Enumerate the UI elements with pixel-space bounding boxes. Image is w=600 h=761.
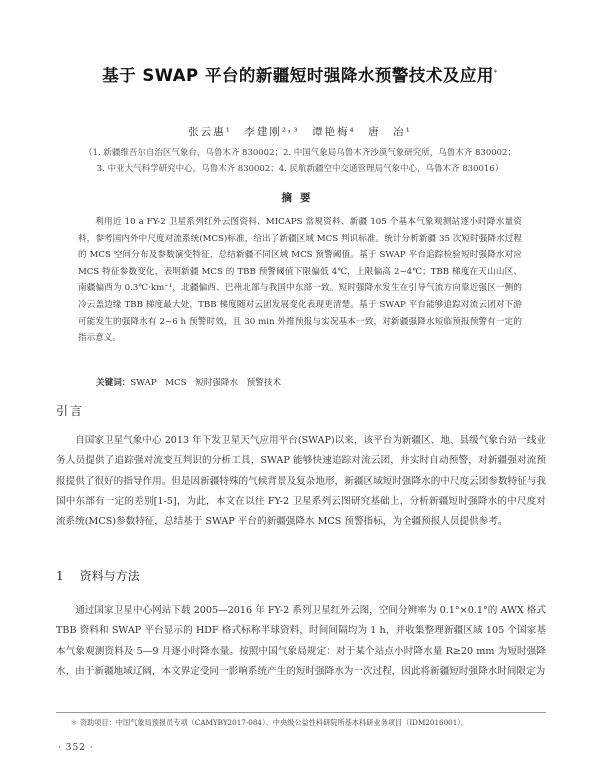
keywords-list: SWAP MCS 短时强降水 预警技术 [130, 378, 282, 388]
section-title: 资料与方法 [79, 569, 140, 583]
keywords-label: 关键词： [96, 378, 131, 388]
abstract-heading: 摘要 [281, 192, 319, 204]
keywords [96, 376, 526, 388]
author-list: 张云惠¹ 李建刚²˒³ 谭艳梅⁴ 唐 冶¹ [188, 126, 412, 138]
affiliation-line: 3. 中亚大气科学研究中心，乌鲁木齐 830002；4. 民航新疆空中交通管理局气象中心，乌鲁木齐 830016） [96, 164, 504, 174]
affiliation-line: （1. 新疆维吾尔自治区气象台，乌鲁木齐 830002；2. 中国气象局乌鲁木齐沙漠气象研究所，乌鲁木齐 830002； [84, 148, 516, 158]
funding-footnote: ＊ 资助项目：中国气象局预报员专项（CAMYBY2017-084）、中央级公益性科研院所基本科研业务项目（IDM2016001）。 [70, 718, 469, 727]
section-heading-data-methods [56, 567, 140, 584]
intro-paragraph: 自国家卫星气象中心 2013 年下发卫星天气应用平台(SWAP)以来，该平台为新疆区、地、县级气象台站一线业务人员提供了追踪强对流变互判识的分析工具，SWAP 能够快速追踪对流云团，并实时自动预警，对新疆强对流预报提供了很好的指导作用。但是因新疆特殊的气候背景及复杂地形，新疆区域短时强降水的中尺度云团参数特征与我国中东部有一定的差别[1-5]，为此，本文在以往 FY-2 卫星系列云图研究基础上，分析新疆短时强降水的中尺度对流系统(MCS)参数特征，总结基于 SWAP 平台的新疆强降水 MCS 预警指标，为全疆预报人员提供参考。 [56, 435, 546, 528]
footnote-divider [56, 712, 546, 713]
page-number: · 352 · [58, 743, 94, 753]
section-heading-intro: 引言 [56, 404, 85, 418]
paper-title: 基于 SWAP 平台的新疆短时强降水预警技术及应用* [102, 66, 498, 85]
section-number: 1 [56, 569, 64, 583]
title-footnote-mark: * [493, 68, 498, 77]
abstract-text: 利用近 10 a FY-2 卫星系列红外云图资料、MICAPS 常规资料、新疆 105 个基本气象观测站逐小时降水量资料，参考国内外中尺度对流系统(MCS)标准，给出了新疆区域 MCS 判识标准。统计分析新疆 35 次短时强降水过程的 MCS 空间分布及参数演变特征，总结新疆不同区域 MCS 预警阈值。基于 SWAP 平台追踪检验短时强降水对应 MCS 特征参数变化，表明新疆 MCS 的 TBB 预警阈值下限偏低 4℃，上限偏高 2~4℃；TBB 梯度在天山山区、南疆偏西为 0.3℃·km⁻¹，北疆偏西、巴州北部与我国中东部一致。短时强降水发生在引导气流方向靠近强区一侧的冷云盖边缘 TBB 梯度最大处，TBB 梯度随对云团发展变化表现更清楚。基于 SWAP 平台能够追踪对流云团对下游可能发生的强降水有 2~6 h 预警时效，且 30 min 外推预报与实况基本一致，对新疆强降水短临预报预警有一定的指示意义。 [78, 217, 522, 344]
methods-paragraph: 通过国家卫星中心网站下载 2005—2016 年 FY-2 系列卫星红外云图，空间分辨率为 0.1°×0.1°的 AWX 格式 TBB 资料和 SWAP 平台显示的 HDF 格式标称半球资料，时间间隔均为 1 h，并收集整理新疆区域 105 个国家基本气象观测资料及 5—9 月逐小时降水量。按照中国气象局规定：对于某个站点小时降水量 R≥20 mm 为短时强降水，由于新疆地域辽阔，本文界定受同一影响系统产生的短时强降水为一次过程，因此将新疆短时强降水时间限定为 [56, 605, 546, 677]
